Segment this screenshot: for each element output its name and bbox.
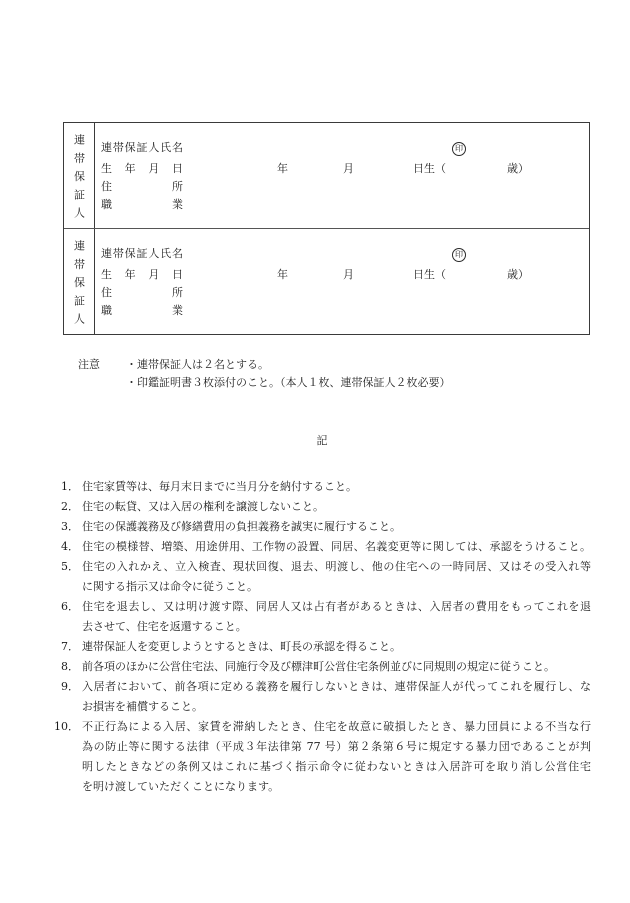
- label-char: 住: [101, 286, 112, 299]
- address-label: [101, 284, 183, 302]
- label-char: 帯: [112, 247, 124, 260]
- condition-text: に関する指示又は命令に従うこと。: [82, 580, 258, 593]
- condition-text: 不正行為による入居、家賃を滞納したとき、住宅を故意に破損したとき、暴力団員による不当な行: [82, 720, 591, 733]
- label-char: 帯: [112, 141, 124, 154]
- guarantor-row-1: [64, 123, 589, 229]
- notes-list: [126, 356, 586, 392]
- label-char: 証: [136, 247, 148, 260]
- condition-text: 連帯保証人を変更しようとするときは、町長の承認を得ること。: [82, 640, 401, 653]
- condition-text: 入居者において、前各項に定める義務を履行しないときは、連帯保証人が代ってこれを履行し、な: [82, 680, 591, 693]
- condition-text: お損害を補償すること。: [82, 700, 203, 713]
- month-label: 月: [343, 268, 354, 281]
- condition-text: 住宅の転貸、又は入居の権利を譲渡しないこと。: [82, 500, 324, 513]
- label-char: 所: [172, 180, 183, 193]
- label-char: 名: [171, 141, 183, 154]
- label-char: 氏: [160, 141, 172, 154]
- label-char: 連: [101, 247, 112, 260]
- condition-item: [52, 657, 592, 677]
- label-char: 氏: [160, 247, 172, 260]
- condition-item: [52, 597, 592, 637]
- condition-item: [52, 517, 592, 537]
- condition-text: 去させて、住宅を返還すること。: [82, 620, 247, 633]
- condition-item: [52, 537, 592, 557]
- label-char: 職: [101, 304, 112, 317]
- address-label: [101, 178, 183, 196]
- condition-number: 7．: [61, 640, 79, 653]
- condition-number: 3．: [61, 520, 79, 533]
- condition-text: 住宅を退去し、又は明け渡す際、同居人又は占有者があるときは、入居者の費用をもってこれを退: [82, 600, 591, 613]
- label-char: 日: [171, 268, 183, 281]
- condition-text: 明したときなどの条例又はこれに基づく指示命令に従わないときは入居許可を取り消し公営住宅: [82, 760, 591, 773]
- label-char: 住: [101, 180, 112, 193]
- condition-item: [52, 677, 592, 717]
- condition-item: [52, 557, 592, 597]
- seal-mark: 印: [452, 142, 466, 156]
- condition-number: 8．: [61, 660, 79, 673]
- condition-number: 1．: [61, 480, 79, 493]
- guarantor-name-label: [101, 245, 183, 263]
- month-label: 月: [343, 162, 354, 175]
- birth-date-label: [101, 160, 183, 178]
- condition-text: 為の防止等に関する法律（平成３年法律第 77 号）第２条第６号に規定する暴力団であることが判: [82, 740, 591, 753]
- label-char: 所: [172, 286, 183, 299]
- guarantor-row-2: [64, 229, 589, 334]
- condition-text: 住宅の保護義務及び修繕費用の負担義務を誠実に履行すること。: [82, 520, 401, 533]
- condition-item: [52, 497, 592, 517]
- guarantor-table: [63, 122, 590, 335]
- note-item: ・印鑑証明書３枚添付のこと。（本人１枚、連帯保証人２枚必要）: [126, 376, 451, 389]
- notes-label: 注意: [78, 358, 100, 371]
- birth-date-label: [101, 266, 183, 284]
- condition-text: 前各項のほかに公営住宅法、同施行令及び標津町公営住宅条例並びに同規則の規定に従うこと。: [82, 660, 555, 673]
- guarantor-side-cell: [64, 229, 95, 334]
- label-char: 人: [148, 141, 160, 154]
- section-heading: 記: [316, 434, 328, 447]
- conditions-list: [52, 477, 592, 797]
- age-label: 歳）: [507, 162, 529, 175]
- condition-number: 4．: [61, 540, 79, 553]
- day-born-label: 日生（: [413, 162, 446, 175]
- label-char: 年: [124, 162, 136, 175]
- label-char: 業: [172, 304, 183, 317]
- guarantor-side-cell: [64, 123, 95, 228]
- guarantor-name-label: [101, 139, 183, 157]
- label-char: 年: [124, 268, 136, 281]
- label-char: 月: [148, 268, 160, 281]
- label-char: 保: [124, 141, 136, 154]
- year-label: 年: [277, 268, 288, 281]
- condition-number: 9．: [61, 680, 79, 693]
- seal-mark: 印: [452, 248, 466, 262]
- condition-number: 2．: [61, 500, 79, 513]
- label-char: 月: [148, 162, 160, 175]
- condition-number: 5．: [61, 560, 79, 573]
- occupation-label: [101, 196, 183, 214]
- year-label: 年: [277, 162, 288, 175]
- condition-text: 住宅家賃等は、毎月末日までに当月分を納付すること。: [82, 480, 357, 493]
- guarantor-side-label: 連帯保証人: [72, 240, 86, 331]
- label-char: 保: [124, 247, 136, 260]
- condition-text: 住宅の模様替、増築、用途併用、工作物の設置、同居、名義変更等に関しては、承認をうけること。: [82, 540, 591, 553]
- condition-text: 住宅の入れかえ、立入検査、現状回復、退去、明渡し、他の住宅への一時同居、又はその受入れ等: [82, 560, 591, 573]
- label-char: 日: [171, 162, 183, 175]
- condition-item: [52, 637, 592, 657]
- age-label: 歳）: [507, 268, 529, 281]
- label-char: 連: [101, 141, 112, 154]
- label-char: 名: [171, 247, 183, 260]
- label-char: 生: [101, 268, 112, 281]
- label-char: 人: [148, 247, 160, 260]
- condition-text: を明け渡していただくことになります。: [82, 780, 280, 793]
- label-char: 証: [136, 141, 148, 154]
- label-char: 生: [101, 162, 112, 175]
- condition-item: [52, 717, 592, 797]
- label-char: 職: [101, 198, 112, 211]
- condition-number: 6．: [61, 600, 79, 613]
- condition-item: [52, 477, 592, 497]
- day-born-label: 日生（: [413, 268, 446, 281]
- condition-number: 10．: [54, 720, 79, 733]
- guarantor-side-label: 連帯保証人: [72, 134, 86, 225]
- label-char: 業: [172, 198, 183, 211]
- occupation-label: [101, 302, 183, 320]
- note-item: ・連帯保証人は２名とする。: [126, 358, 269, 371]
